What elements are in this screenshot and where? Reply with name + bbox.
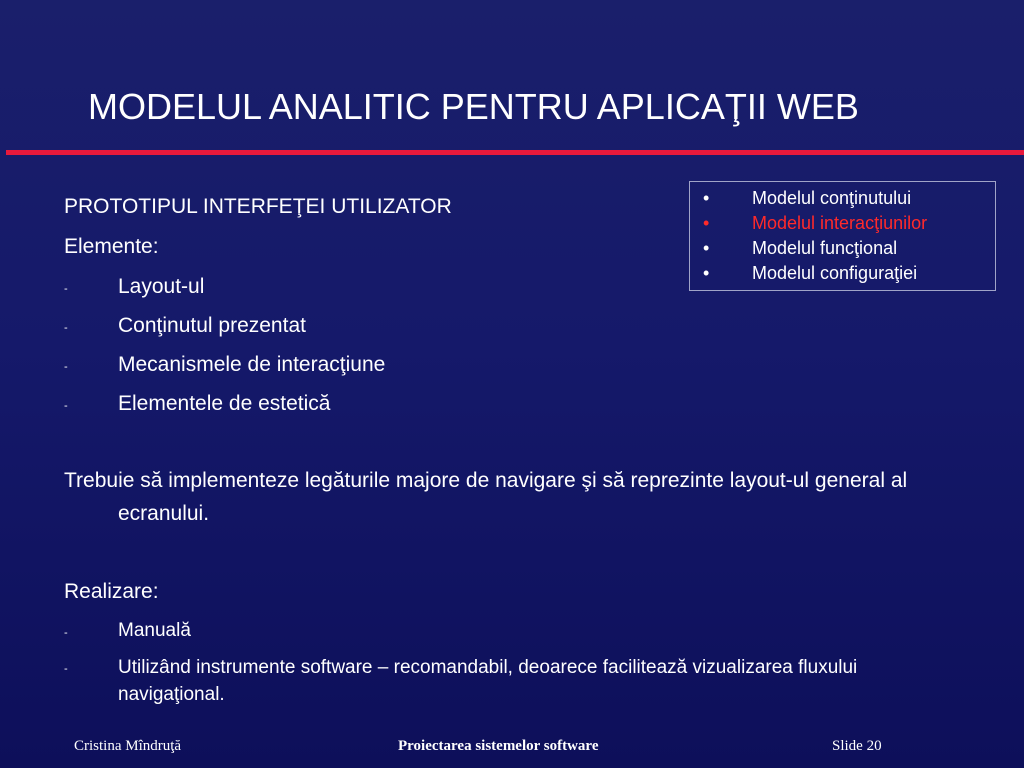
dash-icon: - xyxy=(64,400,68,412)
dash-icon: - xyxy=(64,283,68,295)
models-box-label: Modelul funcţional xyxy=(752,238,898,258)
bullet-icon: • xyxy=(703,238,710,258)
footer-author: Cristina Mîndruţă xyxy=(74,738,182,754)
models-box-label: Modelul configuraţiei xyxy=(752,263,918,283)
models-box-label: Modelul interacţiunilor xyxy=(752,213,928,233)
dash-icon: - xyxy=(64,361,68,373)
models-box-item-highlighted xyxy=(690,211,995,236)
footer-course: Proiectarea sistemelor software xyxy=(398,738,599,754)
bullet-icon: • xyxy=(703,188,710,208)
footer-slide-number: Slide 20 xyxy=(832,738,882,754)
bullet-icon: • xyxy=(703,213,710,233)
realizare-label: Realizare: xyxy=(64,580,159,603)
element-text: Elementele de estetică xyxy=(118,392,331,415)
element-text: Mecanismele de interacţiune xyxy=(118,353,386,376)
realizare-text: Utilizând instrumente software – recomandabil, deoarece facilitează vizualizarea fluxului navigaţional. xyxy=(118,657,858,705)
models-box xyxy=(689,181,996,291)
models-box-label: Modelul conţinutului xyxy=(752,188,912,208)
dash-icon: - xyxy=(64,322,68,334)
section-heading: PROTOTIPUL INTERFEŢEI UTILIZATOR xyxy=(64,195,452,218)
bullet-icon: • xyxy=(703,263,710,283)
models-box-item xyxy=(690,186,995,211)
element-text: Conţinutul prezentat xyxy=(118,314,306,337)
element-text: Layout-ul xyxy=(118,275,205,298)
dash-icon: - xyxy=(64,663,68,675)
requirement-paragraph: Trebuie să implementeze legăturile majore de navigare şi să reprezinte layout-ul general al ecranului. xyxy=(64,469,908,525)
models-box-item xyxy=(690,261,995,286)
title-divider xyxy=(6,150,1024,155)
dash-icon: - xyxy=(64,627,68,639)
models-box-item xyxy=(690,236,995,261)
elements-label: Elemente: xyxy=(64,235,159,258)
realizare-text: Manuală xyxy=(118,620,191,641)
slide-title: MODELUL ANALITIC PENTRU APLICAŢII WEB xyxy=(88,86,859,127)
